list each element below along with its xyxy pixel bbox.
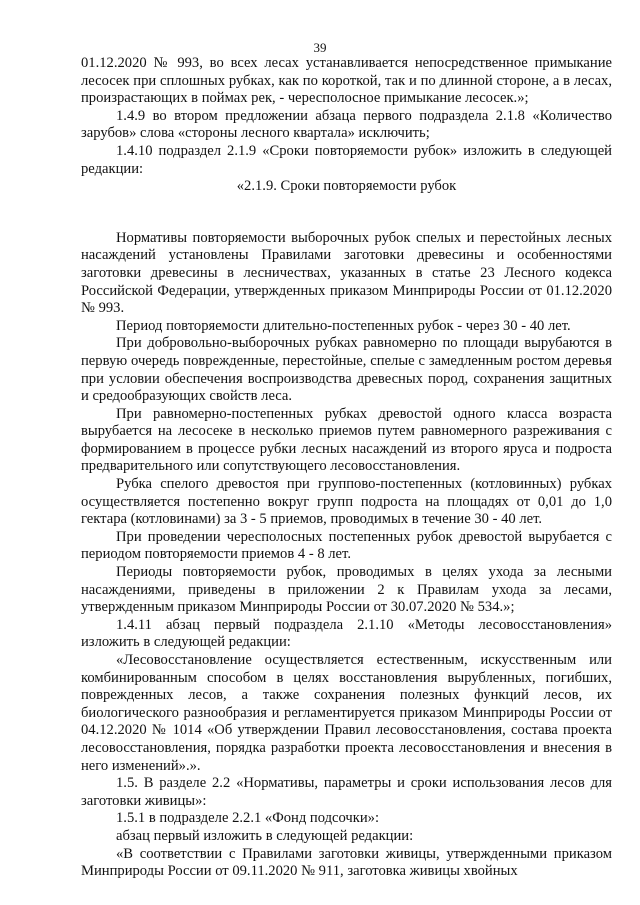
paragraph: 01.12.2020 № 993, во всех лесах устанавливается непосредственное примыкание лесосек при сплошных рубках, как по короткой, так и по длинной стороне, а в лесах, произрастающих в поймах рек, - чересполосное примыкание лесосек.»; — [81, 55, 612, 107]
blank-space — [81, 196, 612, 230]
paragraph: 1.5.1 в подразделе 2.2.1 «Фонд подсочки»: — [116, 810, 380, 827]
paragraph: При равномерно-постепенных рубках древостой одного класса возраста вырубается на лесосеке в несколько приемов путем равномерного разреживания с формированием в процессе рубки лесных насаждений из второго яруса и подроста предварительного или сопутствующего лесовосстановления. — [81, 405, 612, 475]
paragraph: При проведении чересполосных постепенных рубок древостой вырубается с периодом повторяемости приемов 4 - 8 лет. — [81, 528, 612, 563]
section-heading: «2.1.9. Сроки повторяемости рубок — [236, 178, 457, 195]
paragraph: 1.4.9 во втором предложении абзаца первого подраздела 2.1.8 «Количество зарубов» слова «стороны лесного квартала» исключить; — [81, 107, 612, 142]
paragraph: При добровольно-выборочных рубках равномерно по площади вырубаются в первую очередь поврежденные, перестойные, спелые с замедленным ростом деревья при условии обеспечения воспроизводства древесных пород, сохранения защитных и средообразующих свойств леса. — [81, 335, 612, 405]
paragraph: Периоды повторяемости рубок, проводимых в целях ухода за лесными насаждениями, приведены в приложении 2 к Правилам ухода за лесами, утвержденным приказом Минприроды России от 30.07.2020 № 534.»; — [81, 564, 612, 616]
paragraph: «В соответствии с Правилами заготовки живицы, утвержденными приказом Минприроды России от 09.11.2020 № 911, заготовка живицы хвойных — [81, 845, 612, 880]
paragraph: Нормативы повторяемости выборочных рубок спелых и перестойных лесных насаждений установлены Правилами заготовки древесины и особенностями заготовки древесины в лесничествах, указанных в статье 23 Лесного кодекса Российской Федерации, утвержденных приказом Минприроды России от 01.12.2020 № 993. — [81, 229, 612, 317]
document-body — [81, 55, 612, 881]
paragraph: «Лесовосстановление осуществляется естественным, искусственным или комбинированным способом в целях восстановления вырубленных, погибших, поврежденных лесов, а также сохранения полезных функций лесов, их биологического разнообразия и регламентируется приказом Минприроды России от 04.12.2020 № 1014 «Об утверждении Правил лесовосстановления, состава проекта лесовосстановления, порядка разработки проекта лесовосстановления и внесения в него изменений».». — [81, 652, 612, 774]
paragraph: Рубка спелого древостоя при группово-постепенных (котловинных) рубках осуществляется постепенно вокруг групп подроста на площадях от 0,01 до 1,0 гектара (котловинами) за 3 - 5 приемов, проводимых в течение 30 - 40 лет. — [81, 476, 612, 528]
paragraph: 1.4.10 подраздел 2.1.9 «Сроки повторяемости рубок» изложить в следующей редакции: — [81, 142, 612, 177]
paragraph: абзац первый изложить в следующей редакции: — [116, 827, 414, 844]
paragraph: 1.5. В разделе 2.2 «Нормативы, параметры и сроки использования лесов для заготовки живицы»: — [81, 775, 612, 809]
paragraph: 1.4.11 абзац первый подраздела 2.1.10 «Методы лесовосстановления» изложить в следующей редакции: — [81, 616, 612, 651]
paragraph: Период повторяемости длительно-постепенных рубок - через 30 - 40 лет. — [116, 317, 571, 334]
page-number: 39 — [313, 40, 327, 55]
